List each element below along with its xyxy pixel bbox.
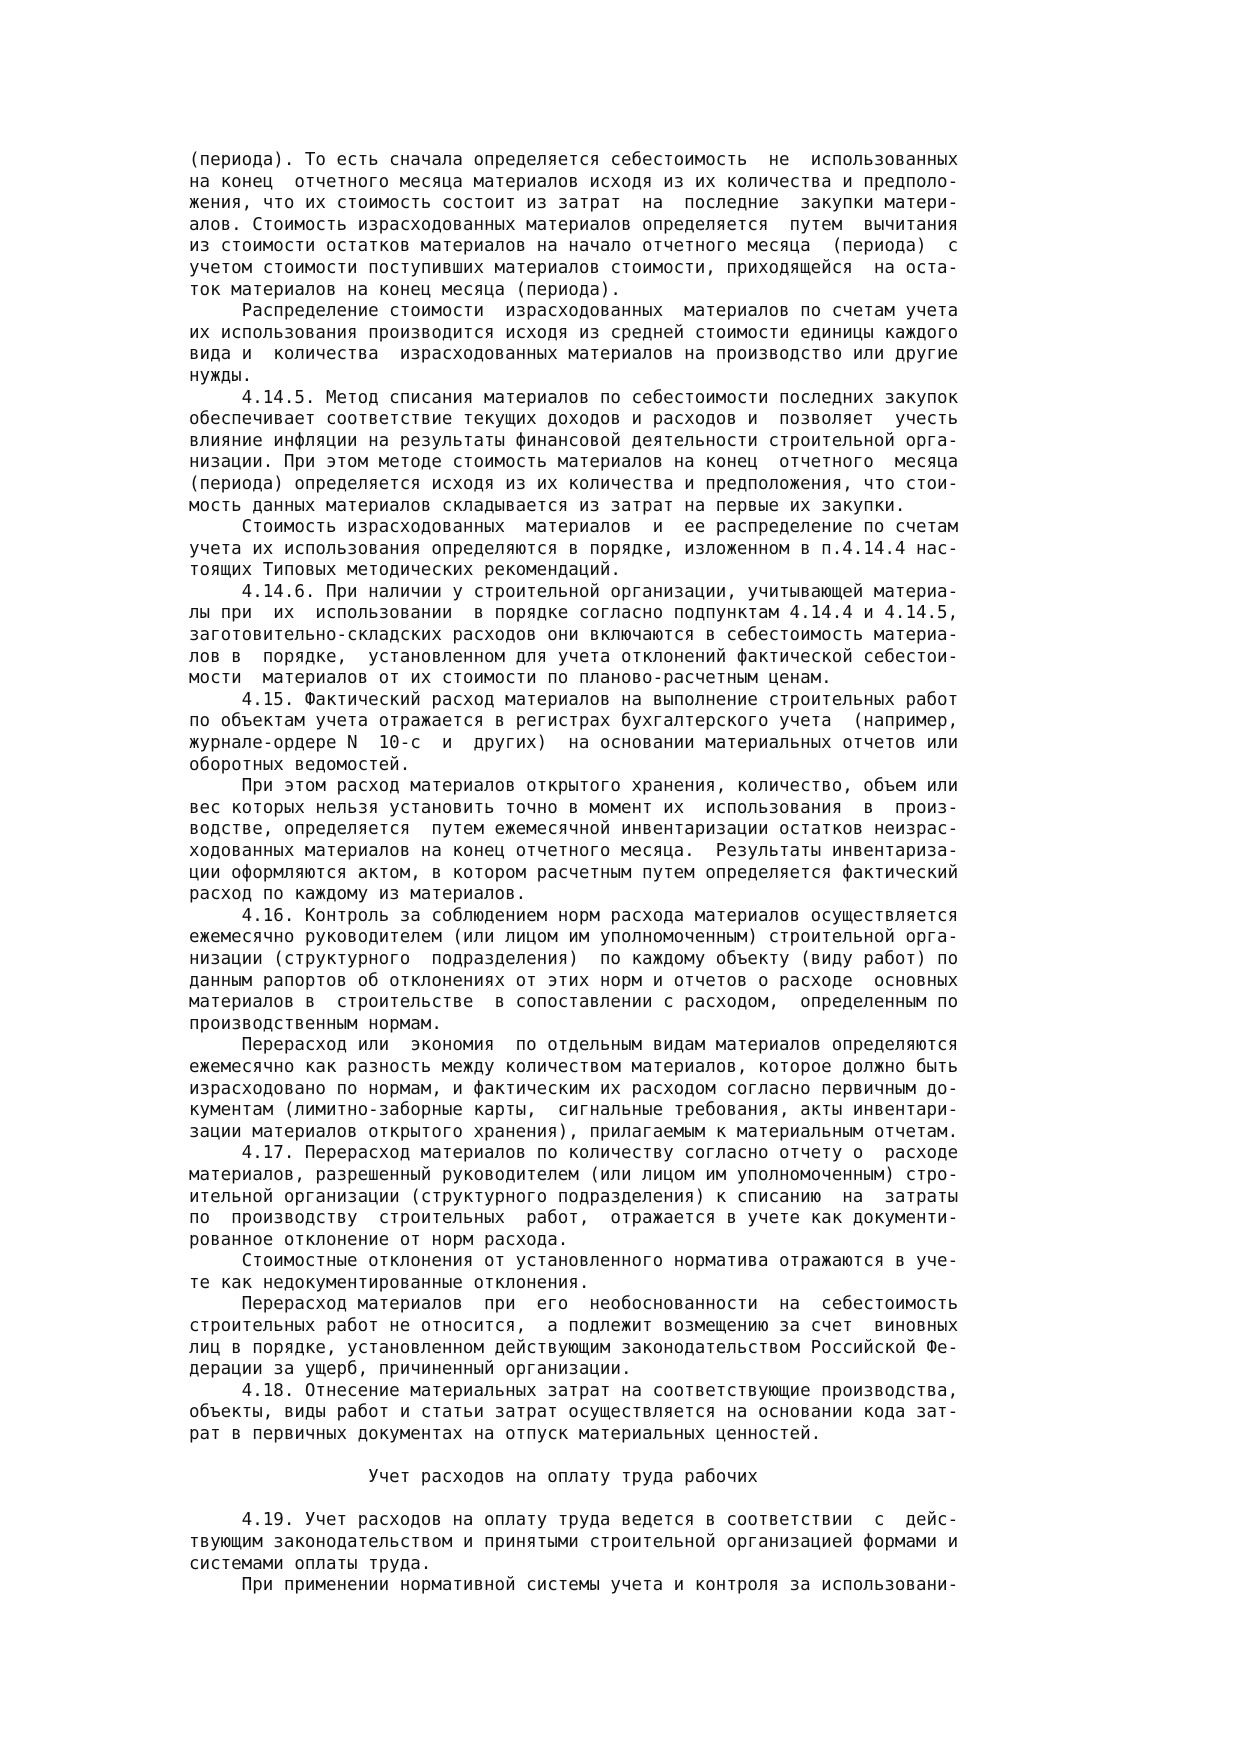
text-line: их использования производится исходя из средней стоимости единицы каждого [189,322,959,343]
text-line: 4.19. Учет расходов на оплату труда ведется в соответствии с дейс- [189,1510,959,1531]
text-line: ежемесячно руководителем (или лицом им уполномоченным) строительной орга- [189,927,959,948]
text-line: по производству строительных работ, отражается в учете как документи- [189,1208,959,1229]
text-line: по объектам учета отражается в регистрах бухгалтерского учета (например, [189,711,959,732]
text-line: тоящих Типовых методических рекомендаций. [189,560,621,581]
text-line: (периода). То есть сначала определяется себестоимость не использованных [189,150,959,170]
text-line: нужды. [189,365,253,386]
text-line: обеспечивает соответствие текущих доходов и расходов и позволяет учесть [189,409,959,430]
text-line: ительной организации (структурного подразделения) к списанию на затраты [189,1186,959,1207]
text-line: оборотных ведомостей. [189,754,411,775]
text-line: 4.14.5. Метод списания материалов по себестоимости последних закупок [189,387,959,408]
text-line: жения, что их стоимость состоит из затрат на последние закупки матери- [189,193,959,214]
text-line: лов в порядке, установленном для учета отклонений фактической себестои- [189,646,959,667]
text-line: Стоимость израсходованных материалов и ее распределение по счетам [189,517,959,538]
text-line: материалов в строительстве в сопоставлении с расходом, определенным по [189,992,959,1013]
text-line: ток материалов на конец месяца (периода). [189,279,621,300]
text-line: Стоимостные отклонения от установленного норматива отражаются в уче- [189,1251,959,1272]
text-line: вес которых нельзя установить точно в момент их использования в произ- [189,797,959,818]
text-line: учета их использования определяются в порядке, изложенном в п.4.14.4 нас- [189,538,959,559]
text-line: расход по каждому из материалов. [189,884,527,905]
text-line: дерации за ущерб, причиненный организации. [189,1359,632,1380]
text-line: зации материалов открытого хранения), прилагаемым к материальным отчетам. [189,1121,959,1142]
text-line: Перерасход материалов при его необоснованности на себестоимость [189,1294,959,1315]
text-line: строительных работ не относится, а подлежит возмещению за счет виновных [189,1316,959,1337]
text-line: заготовительно-складских расходов они включаются в себестоимость материа- [189,625,959,646]
text-line: водстве, определяется путем ежемесячной инвентаризации остатков неизрас- [189,819,959,840]
text-line: При этом расход материалов открытого хранения, количество, объем или [189,776,959,797]
text-line: 4.15. Фактический расход материалов на выполнение строительных работ [189,689,959,710]
text-line: на конец отчетного месяца материалов исходя из их количества и предполо- [189,171,959,192]
text-line: ежемесячно как разность между количеством материалов, которое должно быть [189,1056,959,1077]
text-line: рованное отклонение от норм расхода. [189,1229,569,1250]
text-line [189,1446,1089,1468]
document-body [189,150,1089,1597]
text-line: материалов, разрешенный руководителем (или лицом им уполномоченным) стро- [189,1164,959,1185]
text-line: объекты, виды работ и статьи затрат осуществляется на основании кода зат- [189,1402,959,1423]
text-line: твующим законодательством и принятыми строительной организацией формами и [189,1532,959,1552]
text-line: журнале-ордере N 10-с и других) на основании материальных отчетов или [189,733,959,754]
text-line: 4.17. Перерасход материалов по количеству согласно отчету о расходе [189,1143,959,1164]
text-line: кументам (лимитно-заборные карты, сигнальные требования, акты инвентари- [189,1100,959,1121]
text-line: данным рапортов об отклонениях от этих норм и отчетов о расходе основных [189,970,959,991]
text-line: рат в первичных документах на отпуск материальных ценностей. [189,1424,822,1445]
text-line: (периода) определяется исходя из их количества и предположения, что стои- [189,473,959,494]
text-line: Перерасход или экономия по отдельным видам материалов определяются [189,1035,959,1056]
text-line: лы при их использовании в порядке согласно подпунктам 4.14.4 и 4.14.5, [189,603,959,624]
text-line: Учет расходов на оплату труда рабочих [189,1467,758,1488]
text-line: алов. Стоимость израсходованных материалов определяется путем вычитания [189,214,959,235]
text-line: низации (структурного подразделения) по каждому объекту (виду работ) по [189,948,959,969]
text-line: ции оформляются актом, в котором расчетным путем определяется фактический [189,862,959,883]
text-line: системами оплаты труда. [189,1553,432,1574]
text-line: ходованных материалов на конец отчетного месяца. Результаты инвентариза- [189,841,959,861]
text-line: учетом стоимости поступивших материалов стоимости, приходящейся на оста- [189,257,959,278]
text-line: 4.16. Контроль за соблюдением норм расхода материалов осуществляется [189,905,959,926]
text-line: При применении нормативной системы учета и контроля за использовани- [189,1575,959,1596]
text-line: 4.18. Отнесение материальных затрат на соответствующие производства, [189,1380,959,1401]
text-line: вида и количества израсходованных материалов на производство или другие [189,344,959,365]
text-line: лиц в порядке, установленном действующим законодательством Российской Фе- [189,1337,959,1358]
text-line: мость данных материалов складывается из затрат на первые их закупки. [189,495,906,516]
text-line: израсходовано по нормам, и фактическим их расходом согласно первичным до- [189,1078,959,1099]
text-line: Распределение стоимости израсходованных материалов по счетам учета [189,301,959,322]
text-line: те как недокументированные отклонения. [189,1272,590,1293]
text-line: низации. При этом методе стоимость материалов на конец отчетного месяца [189,452,959,473]
text-line: из стоимости остатков материалов на начало отчетного месяца (периода) с [189,236,959,257]
text-line: влияние инфляции на результаты финансовой деятельности строительной орга- [189,430,959,451]
text-line: 4.14.6. При наличии у строительной организации, учитывающей материа- [189,581,959,602]
text-line: производственным нормам. [189,1013,442,1034]
text-line: мости материалов от их стоимости по планово-расчетным ценам. [189,668,832,689]
text-line [189,1489,1089,1511]
